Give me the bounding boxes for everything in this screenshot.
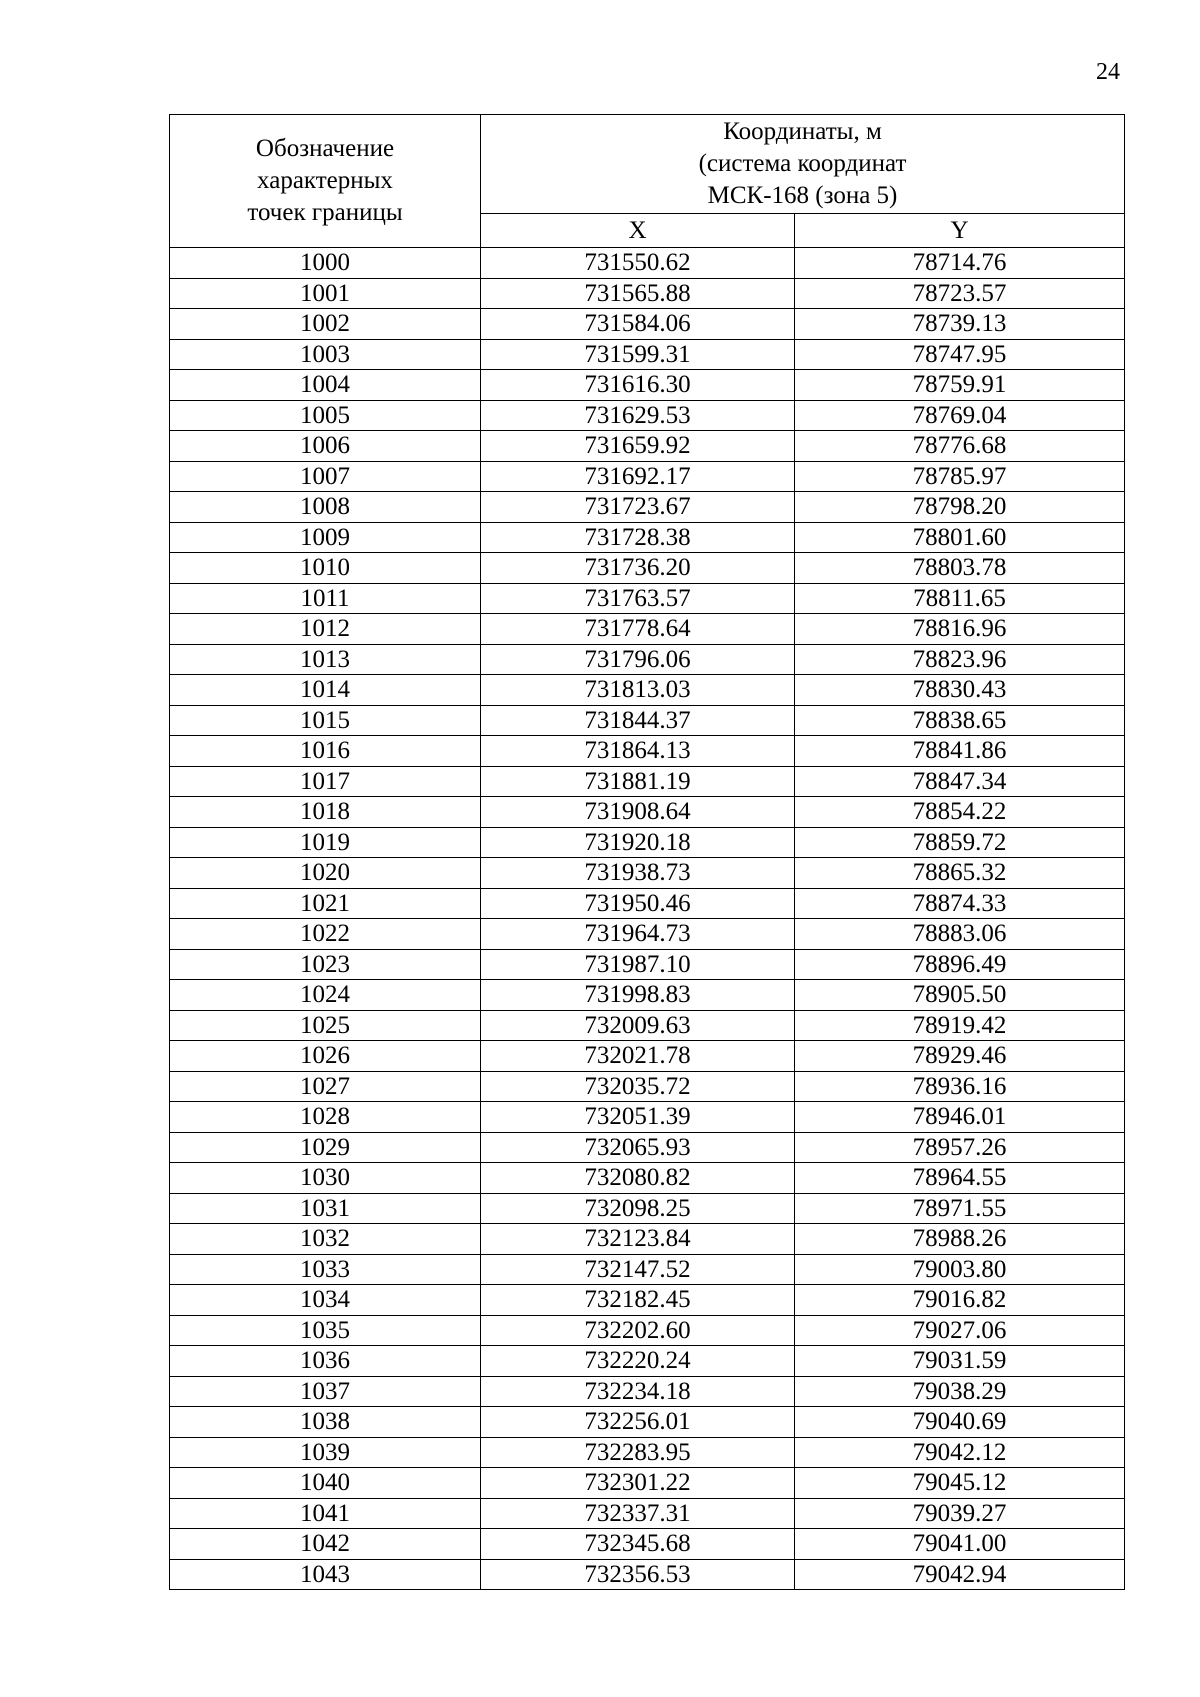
point-number-cell: 1005	[170, 400, 481, 431]
point-number-cell: 1028	[170, 1102, 481, 1133]
point-number-cell: 1001	[170, 278, 481, 309]
table-row	[170, 431, 1125, 462]
table-row	[170, 736, 1125, 767]
x-coordinate-cell: 731584.06	[481, 309, 795, 340]
coordinates-table	[169, 114, 1125, 1590]
x-coordinate-cell: 731763.57	[481, 583, 795, 614]
y-coordinate-cell: 79016.82	[795, 1285, 1125, 1316]
x-coordinate-cell: 731728.38	[481, 522, 795, 553]
x-coordinate-cell: 732123.84	[481, 1224, 795, 1255]
table-row	[170, 461, 1125, 492]
table-row	[170, 1437, 1125, 1468]
table-row	[170, 797, 1125, 828]
point-number-cell: 1007	[170, 461, 481, 492]
x-coordinate-cell: 732080.82	[481, 1163, 795, 1194]
y-coordinate-cell: 78936.16	[795, 1071, 1125, 1102]
point-number-cell: 1040	[170, 1468, 481, 1499]
table-row	[170, 1315, 1125, 1346]
point-number-cell: 1041	[170, 1498, 481, 1529]
point-number-cell: 1029	[170, 1132, 481, 1163]
point-number-cell: 1035	[170, 1315, 481, 1346]
point-number-cell: 1039	[170, 1437, 481, 1468]
point-number-cell: 1014	[170, 675, 481, 706]
x-coordinate-cell: 731950.46	[481, 888, 795, 919]
x-coordinate-cell: 732256.01	[481, 1407, 795, 1438]
table-row	[170, 675, 1125, 706]
table-row	[170, 522, 1125, 553]
point-header-line: характерных	[257, 167, 393, 194]
table-row	[170, 278, 1125, 309]
x-coordinate-cell: 731599.31	[481, 339, 795, 370]
point-number-cell: 1006	[170, 431, 481, 462]
table-row	[170, 1559, 1125, 1590]
x-coordinate-cell: 731908.64	[481, 797, 795, 828]
table-row	[170, 1193, 1125, 1224]
y-coordinate-cell: 78838.65	[795, 705, 1125, 736]
coord-header-line: МСК-168 (зона 5)	[707, 182, 898, 209]
y-coordinate-cell: 78883.06	[795, 919, 1125, 950]
table-row	[170, 644, 1125, 675]
x-coordinate-cell: 731736.20	[481, 553, 795, 584]
table-row	[170, 1163, 1125, 1194]
y-coordinate-cell: 78785.97	[795, 461, 1125, 492]
y-coordinate-cell: 79040.69	[795, 1407, 1125, 1438]
table-row	[170, 1254, 1125, 1285]
y-coordinate-cell: 78905.50	[795, 980, 1125, 1011]
x-coordinate-cell: 731813.03	[481, 675, 795, 706]
y-coordinate-cell: 78739.13	[795, 309, 1125, 340]
point-number-cell: 1000	[170, 248, 481, 279]
point-number-cell: 1020	[170, 858, 481, 889]
y-coordinate-cell: 78957.26	[795, 1132, 1125, 1163]
table-row	[170, 1407, 1125, 1438]
y-coordinate-cell: 78874.33	[795, 888, 1125, 919]
table-row	[170, 949, 1125, 980]
table-row	[170, 919, 1125, 950]
point-number-cell: 1038	[170, 1407, 481, 1438]
point-designation-header	[170, 115, 481, 248]
point-number-cell: 1027	[170, 1071, 481, 1102]
table-row	[170, 248, 1125, 279]
x-coordinate-cell: 731964.73	[481, 919, 795, 950]
x-coordinate-cell: 731796.06	[481, 644, 795, 675]
x-coordinate-cell: 732147.52	[481, 1254, 795, 1285]
point-number-cell: 1012	[170, 614, 481, 645]
table-header	[170, 115, 1125, 248]
y-coordinate-cell: 79038.29	[795, 1376, 1125, 1407]
x-coordinate-cell: 731920.18	[481, 827, 795, 858]
table-row	[170, 858, 1125, 889]
coord-header-line: Координаты, м	[723, 118, 882, 145]
y-coordinate-cell: 79039.27	[795, 1498, 1125, 1529]
y-coordinate-cell: 79027.06	[795, 1315, 1125, 1346]
page-number: 24	[1096, 59, 1120, 85]
x-coordinate-cell: 731616.30	[481, 370, 795, 401]
x-coordinate-cell: 731629.53	[481, 400, 795, 431]
point-number-cell: 1032	[170, 1224, 481, 1255]
table-row	[170, 827, 1125, 858]
x-coordinate-cell: 731938.73	[481, 858, 795, 889]
coordinates-header	[481, 115, 1125, 214]
x-coordinate-cell: 732220.24	[481, 1346, 795, 1377]
table-row	[170, 1041, 1125, 1072]
x-coordinate-cell: 732356.53	[481, 1559, 795, 1590]
x-coordinate-cell: 731881.19	[481, 766, 795, 797]
table-row	[170, 705, 1125, 736]
table-row	[170, 309, 1125, 340]
table-row	[170, 400, 1125, 431]
coord-header-line: (система координат	[698, 150, 907, 177]
point-number-cell: 1026	[170, 1041, 481, 1072]
table-row	[170, 583, 1125, 614]
y-coordinate-cell: 78801.60	[795, 522, 1125, 553]
table-row	[170, 553, 1125, 584]
table-row	[170, 1102, 1125, 1133]
point-number-cell: 1013	[170, 644, 481, 675]
y-coordinate-cell: 78816.96	[795, 614, 1125, 645]
y-coordinate-cell: 78929.46	[795, 1041, 1125, 1072]
table-row	[170, 766, 1125, 797]
point-number-cell: 1010	[170, 553, 481, 584]
x-coordinate-cell: 732035.72	[481, 1071, 795, 1102]
x-coordinate-cell: 731565.88	[481, 278, 795, 309]
x-coordinate-cell: 732098.25	[481, 1193, 795, 1224]
x-coordinate-cell: 732065.93	[481, 1132, 795, 1163]
y-coordinate-cell: 78823.96	[795, 644, 1125, 675]
point-number-cell: 1030	[170, 1163, 481, 1194]
table-body	[170, 248, 1125, 1590]
point-number-cell: 1042	[170, 1529, 481, 1560]
x-coordinate-cell: 731844.37	[481, 705, 795, 736]
y-coordinate-cell: 79042.12	[795, 1437, 1125, 1468]
point-number-cell: 1011	[170, 583, 481, 614]
point-number-cell: 1016	[170, 736, 481, 767]
y-coordinate-cell: 78769.04	[795, 400, 1125, 431]
table-row	[170, 1132, 1125, 1163]
x-coordinate-cell: 732182.45	[481, 1285, 795, 1316]
y-coordinate-cell: 79045.12	[795, 1468, 1125, 1499]
point-number-cell: 1021	[170, 888, 481, 919]
point-number-cell: 1034	[170, 1285, 481, 1316]
y-coordinate-cell: 78964.55	[795, 1163, 1125, 1194]
x-coordinate-cell: 732234.18	[481, 1376, 795, 1407]
table-row	[170, 1071, 1125, 1102]
point-header-line: точек границы	[247, 199, 403, 226]
point-number-cell: 1003	[170, 339, 481, 370]
y-coordinate-cell: 79041.00	[795, 1529, 1125, 1560]
x-column-header: X	[481, 214, 795, 248]
point-number-cell: 1002	[170, 309, 481, 340]
table-row	[170, 492, 1125, 523]
x-coordinate-cell: 731659.92	[481, 431, 795, 462]
x-coordinate-cell: 731723.67	[481, 492, 795, 523]
y-coordinate-cell: 78854.22	[795, 797, 1125, 828]
table-row	[170, 1010, 1125, 1041]
x-coordinate-cell: 731864.13	[481, 736, 795, 767]
table-row	[170, 1224, 1125, 1255]
y-coordinate-cell: 79042.94	[795, 1559, 1125, 1590]
x-coordinate-cell: 731987.10	[481, 949, 795, 980]
table-row	[170, 1346, 1125, 1377]
x-coordinate-cell: 731998.83	[481, 980, 795, 1011]
x-coordinate-cell: 731778.64	[481, 614, 795, 645]
y-coordinate-cell: 78759.91	[795, 370, 1125, 401]
y-coordinate-cell: 78830.43	[795, 675, 1125, 706]
point-number-cell: 1023	[170, 949, 481, 980]
x-coordinate-cell: 731692.17	[481, 461, 795, 492]
y-coordinate-cell: 79003.80	[795, 1254, 1125, 1285]
point-number-cell: 1043	[170, 1559, 481, 1590]
y-coordinate-cell: 78811.65	[795, 583, 1125, 614]
table-row	[170, 980, 1125, 1011]
table-row	[170, 614, 1125, 645]
point-number-cell: 1024	[170, 980, 481, 1011]
y-coordinate-cell: 78988.26	[795, 1224, 1125, 1255]
y-coordinate-cell: 79031.59	[795, 1346, 1125, 1377]
y-coordinate-cell: 78971.55	[795, 1193, 1125, 1224]
point-number-cell: 1031	[170, 1193, 481, 1224]
point-number-cell: 1037	[170, 1376, 481, 1407]
point-number-cell: 1017	[170, 766, 481, 797]
y-coordinate-cell: 78803.78	[795, 553, 1125, 584]
point-number-cell: 1008	[170, 492, 481, 523]
table-row	[170, 888, 1125, 919]
y-coordinate-cell: 78896.49	[795, 949, 1125, 980]
y-coordinate-cell: 78776.68	[795, 431, 1125, 462]
table-row	[170, 1529, 1125, 1560]
x-coordinate-cell: 732051.39	[481, 1102, 795, 1133]
x-coordinate-cell: 732345.68	[481, 1529, 795, 1560]
y-coordinate-cell: 78841.86	[795, 736, 1125, 767]
table-row	[170, 1376, 1125, 1407]
point-number-cell: 1025	[170, 1010, 481, 1041]
point-number-cell: 1036	[170, 1346, 481, 1377]
point-number-cell: 1018	[170, 797, 481, 828]
point-number-cell: 1019	[170, 827, 481, 858]
x-coordinate-cell: 732202.60	[481, 1315, 795, 1346]
table-row	[170, 370, 1125, 401]
table-row	[170, 1468, 1125, 1499]
y-coordinate-cell: 78747.95	[795, 339, 1125, 370]
x-coordinate-cell: 732301.22	[481, 1468, 795, 1499]
x-coordinate-cell: 732337.31	[481, 1498, 795, 1529]
x-coordinate-cell: 732009.63	[481, 1010, 795, 1041]
y-coordinate-cell: 78847.34	[795, 766, 1125, 797]
y-coordinate-cell: 78919.42	[795, 1010, 1125, 1041]
y-coordinate-cell: 78946.01	[795, 1102, 1125, 1133]
x-coordinate-cell: 731550.62	[481, 248, 795, 279]
table-row	[170, 1498, 1125, 1529]
y-coordinate-cell: 78723.57	[795, 278, 1125, 309]
y-column-header: Y	[795, 214, 1125, 248]
table-row	[170, 1285, 1125, 1316]
y-coordinate-cell: 78798.20	[795, 492, 1125, 523]
x-coordinate-cell: 732021.78	[481, 1041, 795, 1072]
table-row	[170, 339, 1125, 370]
point-header-line: Обозначение	[255, 135, 395, 162]
y-coordinate-cell: 78714.76	[795, 248, 1125, 279]
point-number-cell: 1015	[170, 705, 481, 736]
x-coordinate-cell: 732283.95	[481, 1437, 795, 1468]
point-number-cell: 1009	[170, 522, 481, 553]
point-number-cell: 1033	[170, 1254, 481, 1285]
point-number-cell: 1022	[170, 919, 481, 950]
y-coordinate-cell: 78865.32	[795, 858, 1125, 889]
y-coordinate-cell: 78859.72	[795, 827, 1125, 858]
point-number-cell: 1004	[170, 370, 481, 401]
